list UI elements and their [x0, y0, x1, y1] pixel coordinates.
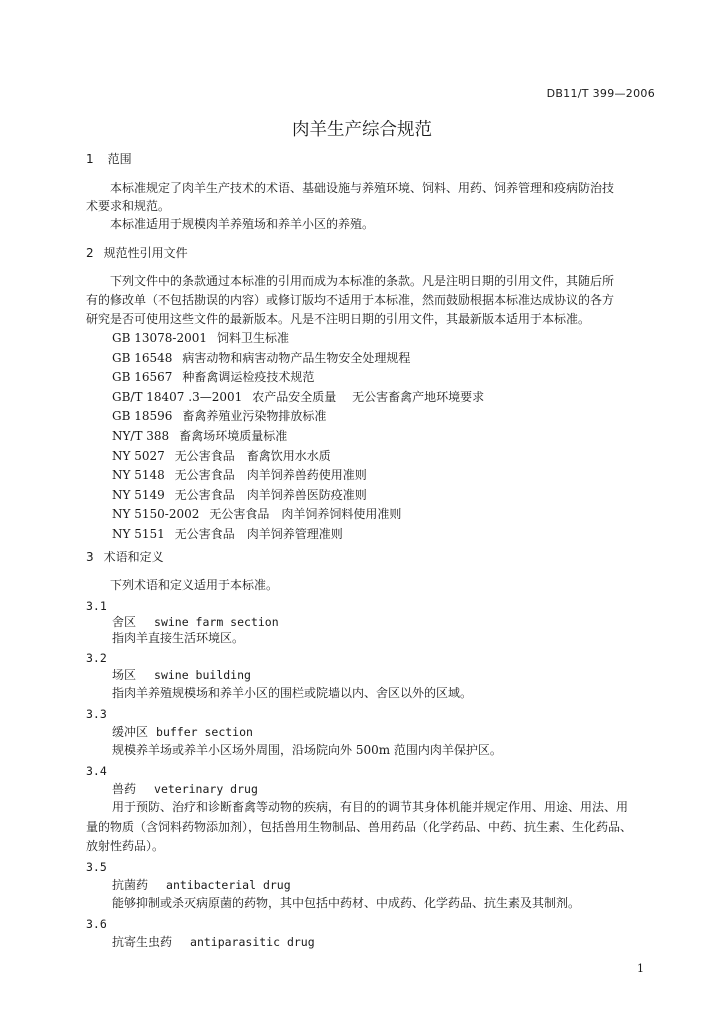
term-definition: 放射性药品）。 [86, 839, 165, 853]
reference-code: NY 5148 [112, 468, 165, 483]
term-number: 3.3 [86, 707, 107, 721]
reference-item [112, 527, 343, 542]
reference-title: 畜禽场环境质量标准 [179, 429, 288, 443]
reference-item [112, 449, 331, 464]
section-number: 2 [86, 246, 94, 260]
term-heading [112, 782, 258, 797]
reference-item [112, 468, 367, 483]
term-heading [112, 935, 315, 950]
term-en: buffer section [156, 725, 253, 739]
reference-code: GB/T 18407 .3—2001 [112, 389, 243, 404]
term-number: 3.4 [86, 764, 107, 778]
reference-item [112, 429, 287, 444]
term-definition: 指肉羊直接生活环境区。 [112, 631, 245, 645]
section-title: 术语和定义 [103, 550, 164, 564]
term-number: 3.6 [86, 917, 107, 931]
term-en: antiparasitic drug [190, 935, 315, 949]
paragraph-line: 有的修改单（不包括勘误的内容）或修订版均不适用于本标准，然而鼓励根据本标准达成协议的各方 [86, 293, 615, 307]
term-heading [112, 615, 279, 630]
reference-code: NY 5151 [112, 527, 165, 541]
reference-title: 饲料卫生标准 [217, 331, 290, 345]
reference-item [112, 507, 401, 522]
term-number: 3.1 [86, 599, 107, 613]
document-code: DB11/T 399—2006 [546, 87, 655, 100]
reference-code: GB 16567 [112, 370, 173, 385]
reference-title: 农产品安全质量 无公害畜禽产地环境要求 [252, 389, 485, 404]
term-definition: 规模养羊场或养羊小区场外周围，沿场院向外 500m 范围内肉羊保护区。 [112, 743, 502, 757]
document-title: 肉羊生产综合规范 [292, 120, 432, 140]
term-definition: 指肉羊养殖规模场和养羊小区的围栏或院墙以内、舍区以外的区域。 [112, 686, 473, 700]
section-number: 1 [86, 152, 94, 166]
term-heading [112, 725, 253, 740]
paragraph-line: 术要求和规范。 [86, 199, 171, 213]
term-heading [112, 878, 291, 893]
term-zh: 兽药 [112, 782, 137, 796]
term-en: antibacterial drug [166, 878, 291, 892]
reference-title: 无公害食品 肉羊饲养饲料使用准则 [209, 507, 402, 522]
reference-item [112, 331, 289, 346]
reference-code: NY/T 388 [112, 429, 170, 443]
paragraph-line: 研究是否可使用这些文件的最新版本。凡是不注明日期的引用文件，其最新版本适用于本标准。 [86, 312, 591, 326]
term-zh: 抗寄生虫药 [112, 935, 173, 949]
reference-code: GB 13078-2001 [112, 331, 207, 345]
term-en: swine farm section [154, 615, 279, 629]
reference-code: NY 5027 [112, 448, 165, 463]
section-3-heading [86, 550, 164, 565]
reference-item [112, 390, 484, 405]
term-en: veterinary drug [154, 782, 258, 796]
reference-title: 畜禽养殖业污染物排放标准 [182, 409, 327, 424]
paragraph-line: 下列文件中的条款通过本标准的引用而成为本标准的条款。凡是注明日期的引用文件，其随后所 [110, 274, 615, 288]
paragraph-line: 本标准适用于规模肉羊养殖场和养羊小区的养殖。 [110, 217, 375, 231]
term-zh: 缓冲区 [112, 725, 149, 739]
reference-code: NY 5150-2002 [112, 507, 200, 522]
term-number: 3.2 [86, 651, 107, 665]
term-heading [112, 668, 251, 683]
term-en: swine building [154, 668, 251, 682]
section-title: 规范性引用文件 [103, 246, 188, 260]
reference-title: 病害动物和病害动物产品生物安全处理规程 [182, 350, 411, 365]
term-zh: 场区 [112, 668, 137, 682]
section-title: 范围 [107, 152, 132, 166]
reference-title: 无公害食品 肉羊饲养管理准则 [174, 527, 343, 541]
reference-item [112, 409, 326, 424]
reference-title: 无公害食品 肉羊饲养兽药使用准则 [174, 468, 367, 483]
page-number: 1 [637, 962, 644, 975]
reference-item [112, 370, 314, 385]
reference-code: NY 5149 [112, 487, 165, 502]
term-zh: 舍区 [112, 615, 137, 629]
reference-item [112, 488, 367, 503]
reference-title: 种畜禽调运检疫技术规范 [182, 370, 315, 385]
reference-code: GB 16548 [112, 350, 173, 365]
section-number: 3 [86, 550, 94, 564]
reference-item [112, 351, 410, 366]
reference-title: 无公害食品 肉羊饲养兽医防疫准则 [174, 487, 367, 502]
section-1-heading [86, 152, 132, 167]
term-number: 3.5 [86, 860, 107, 874]
reference-title: 无公害食品 畜禽饮用水水质 [174, 448, 331, 463]
reference-code: GB 18596 [112, 409, 173, 424]
paragraph-line: 下列术语和定义适用于本标准。 [110, 578, 279, 592]
term-definition: 能够抑制或杀灭病原菌的药物，其中包括中药材、中成药、化学药品、抗生素及其制剂。 [112, 896, 581, 910]
section-2-heading [86, 246, 188, 261]
term-definition: 量的物质（含饲料药物添加剂），包括兽用生物制品、兽用药品（化学药品、中药、抗生素、生化药品、 [86, 820, 633, 834]
paragraph-line: 本标准规定了肉羊生产技术的术语、基础设施与养殖环境、饲料、用药、饲养管理和疫病防治技 [110, 181, 615, 195]
term-zh: 抗菌药 [112, 878, 149, 892]
term-definition: 用于预防、治疗和诊断畜禽等动物的疾病，有目的的调节其身体机能并规定作用、用途、用法、用 [112, 800, 629, 814]
